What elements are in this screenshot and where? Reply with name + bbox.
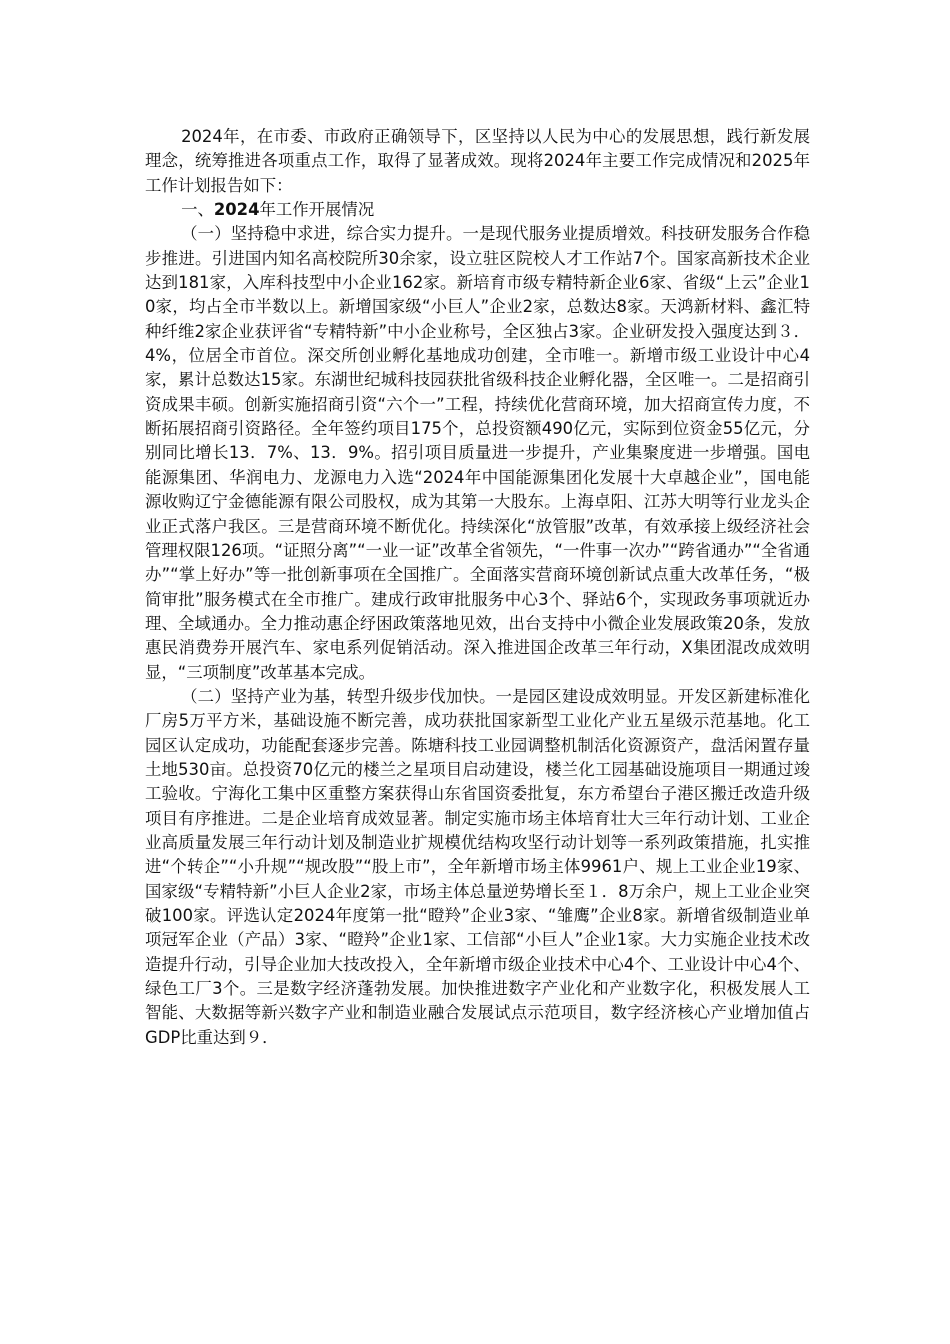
document-body xyxy=(145,125,810,1050)
paragraph-2: （二）坚持产业为基，转型升级步伐加快。一是园区建设成效明显。开发区新建标准化厂房5万平方米，基础设施不断完善，成功获批国家新型工业化产业五星级示范基地。化工园区认定成功，功能配套逐步完善。陈塘科技工业园调整机制活化资源资产，盘活闲置存量土地530亩。总投资70亿元的楼兰之星项目启动建设，楼兰化工园基础设施项目一期通过竣工验收。宁海化工集中区重整方案获得山东省国资委批复，东方希望台子港区搬迁改造升级项目有序推进。二是企业培育成效显著。制定实施市场主体培育壮大三年行动计划、工业企业高质量发展三年行动计划及制造业扩规模优结构攻坚行动计划等一系列政策措施，扎实推进“个转企”“小升规”“规改股”“股上市”，全年新增市场主体9961户、规上工业企业19家、国家级“专精特新”小巨人企业2家，市场主体总量逆势增长至１．8万余户，规上工业企业突破100家。评选认定2024年度第一批“瞪羚”企业3家、“雏鹰”企业8家。新增省级制造业单项冠军企业（产品）3家、“瞪羚”企业1家、工信部“小巨人”企业1家。大力实施企业技术改造提升行动，引导企业加大技改投入，全年新增市级企业技术中心4个、工业设计中心4个、绿色工厂3个。三是数字经济蓬勃发展。加快推进数字产业化和产业数字化，积极发展人工智能、大数据等新兴数字产业和制造业融合发展试点示范项目，数字经济核心产业增加值占GDP比重达到９． xyxy=(145,686,810,1047)
section-heading-suffix: 年工作开展情况 xyxy=(259,200,375,220)
section-heading xyxy=(145,198,810,222)
intro-paragraph: 2024年，在市委、市政府正确领导下，区坚持以人民为中心的发展思想，践行新发展理念，统筹推进各项重点工作，取得了显著成效。现将2024年主要工作完成情况和2025年工作计划报告如下： xyxy=(145,127,810,195)
paragraph-1: （一）坚持稳中求进，综合实力提升。一是现代服务业提质增效。科技研发服务合作稳步推进。引进国内知名高校院所30余家，设立驻区院校人才工作站7个。国家高新技术企业达到181家，入库科技型中小企业162家。新培育市级专精特新企业6家、省级“上云”企业10家，均占全市半数以上。新增国家级“小巨人”企业2家，总数达8家。天鸿新材料、鑫汇特种纤维2家企业获评省“专精特新”中小企业称号，全区独占3家。企业研发投入强度达到３．4%，位居全市首位。深交所创业孵化基地成功创建，全市唯一。新增市级工业设计中心4家，累计总数达15家。东湖世纪城科技园获批省级科技企业孵化器，全区唯一。二是招商引资成果丰硕。创新实施招商引资“六个一”工程，持续优化营商环境，加大招商宣传力度，不断拓展招商引资路径。全年签约项目175个，总投资额490亿元，实际到位资金55亿元，分别同比增长13．7%、13．9%。招引项目质量进一步提升，产业集聚度进一步增强。国电能源集团、华润电力、龙源电力入选“2024年中国能源集团化发展十大卓越企业”，国电能源收购辽宁金德能源有限公司股权，成为其第一大股东。上海卓阳、江苏大明等行业龙头企业正式落户我区。三是营商环境不断优化。持续深化“放管服”改革，有效承接上级经济社会管理权限126项。“证照分离”“一业一证”改革全省领先，“一件事一次办”“跨省通办”“全省通办”“掌上好办”等一批创新事项在全国推广。全面落实营商环境创新试点重大改革任务，“极简审批”服务模式在全市推广。建成行政审批服务中心3个、驿站6个，实现政务事项就近办理、全域通办。全力推动惠企纾困政策落地见效，出台支持中小微企业发展政策20条，发放惠民消费券开展汽车、家电系列促销活动。深入推进国企改革三年行动，X集团混改成效明显，“三项制度”改革基本完成。 xyxy=(145,224,810,682)
section-heading-year: 2024 xyxy=(213,200,260,220)
section-heading-prefix: 一、 xyxy=(181,200,214,220)
